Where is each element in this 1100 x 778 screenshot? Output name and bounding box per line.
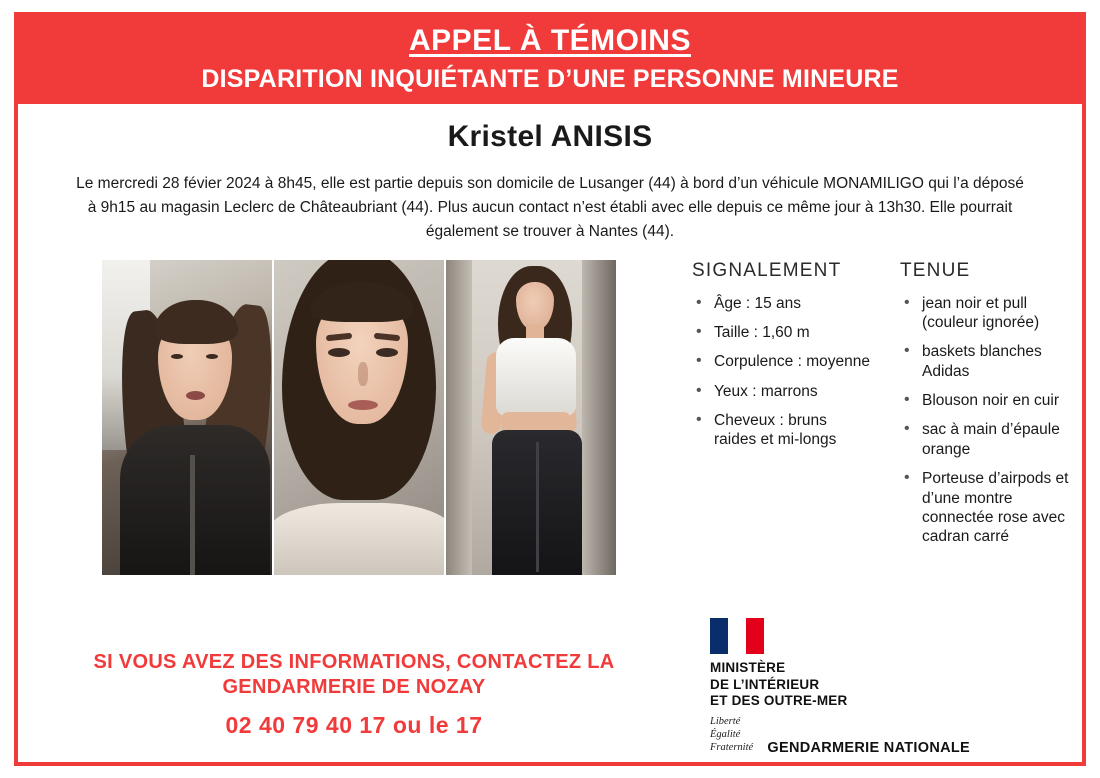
poster-subtitle: DISPARITION INQUIÉTANTE D’UNE PERSONNE MINEURE (201, 64, 899, 93)
list-item: • Âge : 15 ans (692, 294, 870, 313)
list-item: • Blouson noir en cuir (900, 391, 1075, 410)
contact-line-2: GENDARMERIE DE NOZAY (222, 676, 486, 699)
door-left (446, 260, 472, 575)
ministry-line-2: DE L’INTÉRIEUR (710, 676, 820, 692)
signalement-column (692, 260, 870, 557)
ministry-name (710, 660, 1010, 709)
details-columns (692, 260, 1075, 557)
list-item: • Corpulence : moyenne (692, 352, 870, 371)
door-right (582, 260, 616, 575)
government-block (710, 618, 1010, 754)
eye-left (171, 354, 183, 359)
white-crop-top (496, 338, 576, 416)
ministry-line-3: ET DES OUTRE-MER (710, 693, 848, 709)
signalement-list (692, 294, 870, 450)
signalement-heading: SIGNALEMENT (692, 259, 842, 281)
list-item: • Porteuse d’airpods et d’une montre connectée rose avec cadran carré (900, 469, 1075, 547)
list-item: • Cheveux : bruns raides et mi-longs (692, 411, 870, 450)
motto-line-1: Liberté (710, 715, 741, 727)
black-jacket (120, 425, 270, 575)
poster-frame (14, 12, 1086, 766)
photo-full-body (446, 260, 616, 575)
list-item: • baskets blanches Adidas (900, 342, 1075, 381)
organisation-name: GENDARMERIE NATIONALE (767, 740, 970, 756)
light-top (274, 503, 444, 575)
poster-body (18, 104, 1082, 603)
poster-header (18, 16, 1082, 104)
nose (358, 362, 368, 386)
content-row (34, 259, 1069, 575)
list-item: • Taille : 1,60 m (692, 323, 870, 342)
eye-right (376, 348, 398, 357)
flag-white-stripe (728, 618, 746, 654)
french-flag-icon (710, 618, 764, 654)
contact-block (44, 650, 664, 739)
motto-line-3: Fraternité (710, 741, 754, 753)
poster-footer (18, 602, 1082, 762)
list-item: • jean noir et pull (couleur ignorée) (900, 294, 1075, 333)
mouth (348, 400, 378, 410)
mouth (186, 391, 205, 400)
motto-line-2: Égalité (710, 728, 741, 740)
contact-phone: 02 40 79 40 17 ou le 17 (225, 712, 483, 739)
photo-face-closeup (274, 260, 444, 575)
jacket-zip (190, 455, 195, 575)
photo-gallery (102, 260, 662, 575)
eye-right (206, 354, 218, 359)
ministry-line-1: MINISTÈRE (710, 660, 786, 676)
poster-title: APPEL À TÉMOINS (409, 24, 691, 57)
eye-left (328, 348, 350, 357)
person-name: Kristel ANISIS (447, 119, 653, 153)
flag-blue-stripe (710, 618, 728, 654)
tenue-column (900, 260, 1075, 557)
list-item: • sac à main d’épaule orange (900, 420, 1075, 459)
photo-selfie-car (102, 260, 272, 575)
tenue-heading: TENUE (900, 259, 971, 281)
flag-red-stripe (746, 618, 764, 654)
tenue-list (900, 294, 1075, 547)
contact-line-1: SI VOUS AVEZ DES INFORMATIONS, CONTACTEZ LA (93, 651, 615, 674)
person-description: Le mercredi 28 févier 2024 à 8h45, elle est partie depuis son domicile de Lusanger (44) à bord d’un véhicule MONAMILIGO qui l’a déposé à 9h15 au magasin Leclerc de Châteaubriant (44). Plus aucun contact n’est établi avec elle depuis ce même jour à 13h30. Elle pourrait également se trouver à Nantes (44). (76, 174, 1024, 240)
hair-top (154, 300, 238, 344)
trouser-seam (536, 442, 539, 572)
list-item: • Yeux : marrons (692, 382, 870, 401)
